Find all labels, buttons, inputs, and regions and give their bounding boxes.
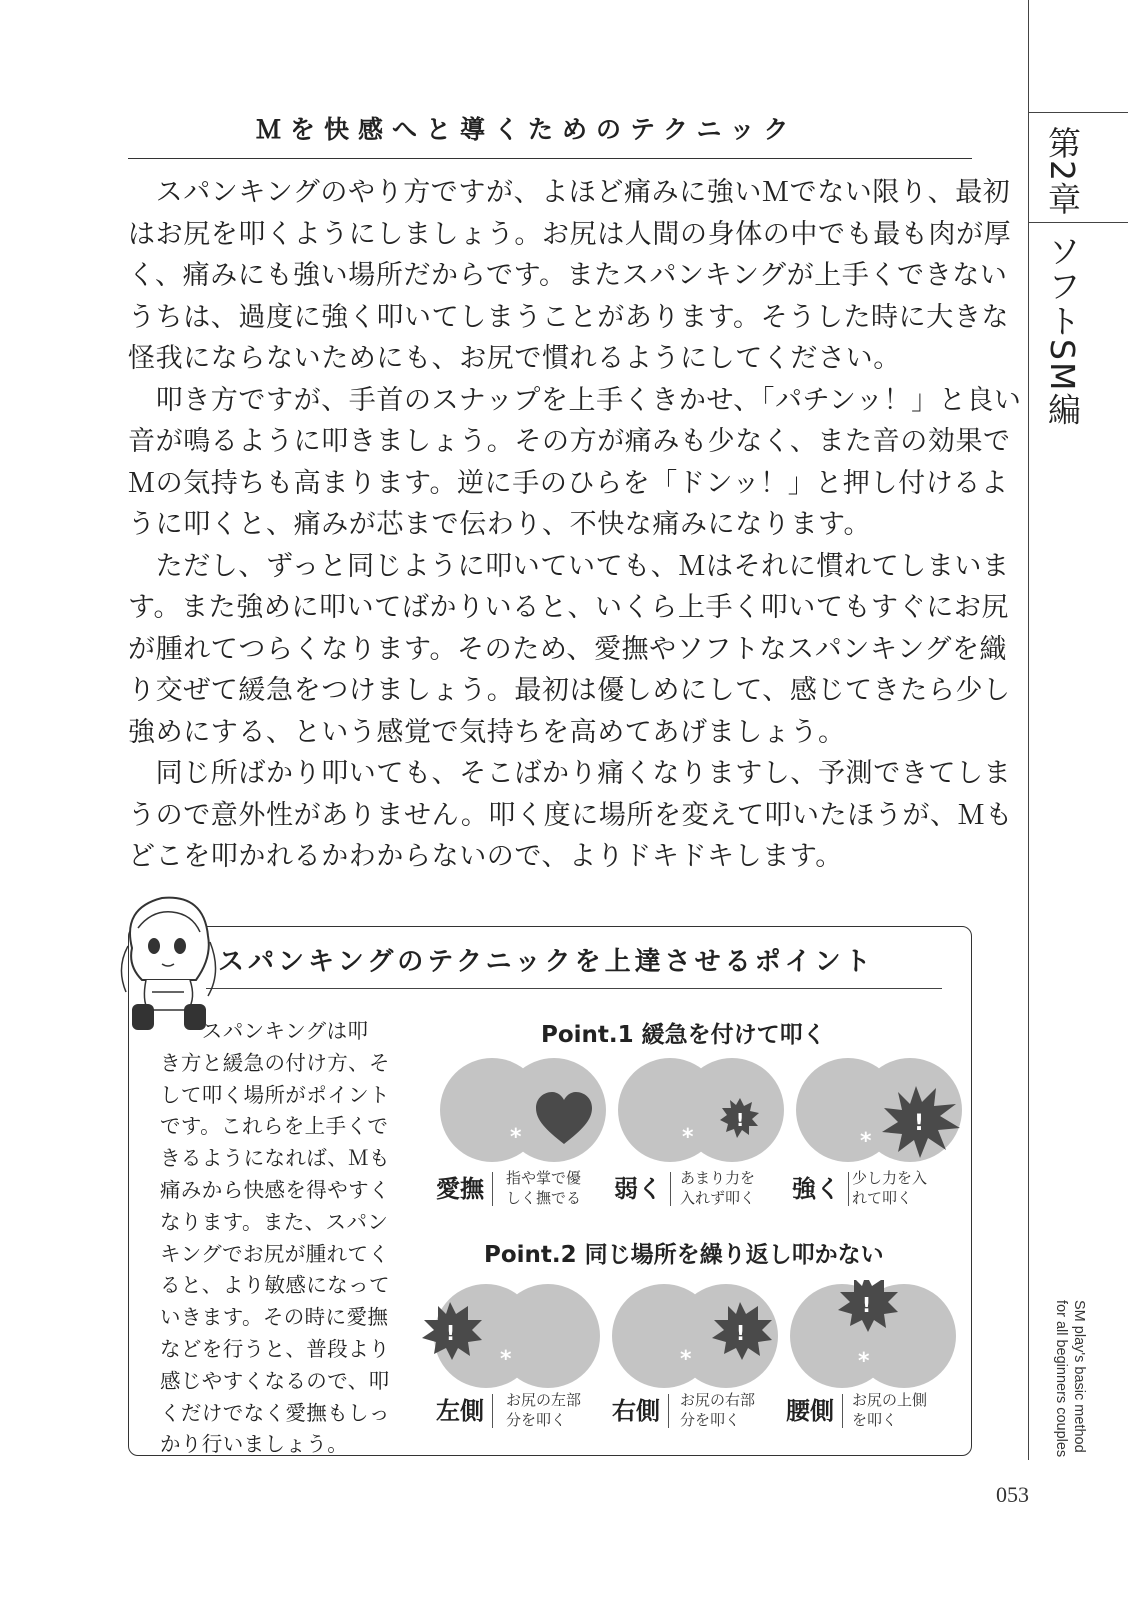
buttocks-diagram xyxy=(784,1280,964,1390)
impact-mark: ! xyxy=(736,1321,746,1345)
figure-label: 弱く xyxy=(614,1172,671,1206)
chapter-title: ソフトSM編 xyxy=(1043,234,1082,428)
side-line: して叩く場所がポイント xyxy=(160,1082,390,1107)
side-line: 痛みから快感を得やすく xyxy=(160,1177,390,1202)
side-line: きるようになれば、Ｍも xyxy=(160,1146,390,1171)
side-line: キングでお尻が腫れてく xyxy=(160,1241,390,1266)
body-line: 強めにする、という感覚で気持ちを高めてあげましょう。 xyxy=(128,716,846,748)
side-line: 感じやすくなるので、叩 xyxy=(160,1368,390,1393)
body-line: うに叩くと、痛みが芯まで伝わり、不快な痛みになります。 xyxy=(128,509,872,540)
page-number: 053 xyxy=(996,1482,1029,1507)
point2-heading: Point.2 同じ場所を繰り返し叩かない xyxy=(484,1242,884,1268)
side-line: なります。また、スパン xyxy=(160,1209,389,1234)
impact-mark: ! xyxy=(446,1321,456,1345)
figure-desc-line: お尻の右部 xyxy=(680,1391,756,1409)
figure-desc-line: あまり力を xyxy=(680,1169,756,1187)
point1-heading: Point.1 緩急を付けて叩く xyxy=(541,1022,826,1048)
buttocks-diagram xyxy=(420,1280,600,1390)
asterisk-mark: * xyxy=(682,1125,694,1150)
body-line: どこを叩かれるかわからないので、よりドキドキします。 xyxy=(128,841,843,872)
figure-description xyxy=(680,1168,755,1208)
body-line: 叩き方ですが、手首のスナップを上手くきかせ、「パチンッ！」と良い xyxy=(128,384,1022,416)
buttocks-diagram xyxy=(434,1058,614,1168)
figure-strong xyxy=(790,1058,970,1218)
body-line: はお尻を叩くようにしましょう。お尻は人間の身体の中でも最も肉が厚 xyxy=(128,218,1012,250)
english-subtitle: SM play's basic method for all beginners couples xyxy=(1053,1300,1087,1458)
side-line: です。これらを上手くで xyxy=(160,1114,389,1139)
points-box-title: スパンキングのテクニックを上達させるポイント xyxy=(218,947,875,977)
chapter-rail-divider xyxy=(1028,222,1128,223)
impact-mark: ! xyxy=(736,1110,745,1131)
figure-desc-line: れて叩く xyxy=(852,1189,913,1207)
figure-description xyxy=(852,1390,927,1430)
figure-description xyxy=(506,1168,581,1208)
figure-left-side xyxy=(420,1280,600,1440)
body-line: す。また強めに叩いてばかりいると、いくら上手く叩いてもすぐにお尻 xyxy=(128,592,1010,623)
figure-waist-side xyxy=(784,1280,964,1440)
figure-label: 右側 xyxy=(612,1394,669,1428)
figure-description xyxy=(852,1168,927,1208)
chapter-rail-line xyxy=(1028,0,1029,1460)
asterisk-mark: * xyxy=(510,1125,522,1150)
figure-desc-line: しく撫でる xyxy=(506,1189,582,1207)
body-line: うちは、過度に強く叩いてしまうことがあります。そうした時に大きな xyxy=(128,301,1010,333)
figure-desc-line: 少し力を入 xyxy=(852,1169,928,1187)
figure-right-side xyxy=(606,1280,786,1440)
figure-label: 愛撫 xyxy=(436,1172,493,1206)
figure-soft xyxy=(612,1058,792,1218)
body-line: く、痛みにも強い場所だからです。またスパンキングが上手くできない xyxy=(128,260,1008,291)
body-line: り交ぜて緩急をつけましょう。最初は優しめにして、感じてきたら少し xyxy=(128,675,1011,706)
side-line: スパンキングは叩 xyxy=(160,1019,369,1043)
body-line: うので意外性がありません。叩く度に場所を変えて叩いたほうが、Ｍも xyxy=(128,799,1013,831)
points-side-text xyxy=(160,1016,410,1461)
body-line: 音が鳴るように叩きましょう。その方が痛みも少なく、また音の効果で xyxy=(128,426,1011,457)
body-line: スパンキングのやり方ですが、よほど痛みに強いＭでない限り、最初 xyxy=(128,177,1011,208)
chapter-rail-divider xyxy=(1028,112,1128,113)
chapter-label: 第2章 xyxy=(1043,126,1082,216)
body-line: ただし、ずっと同じように叩いていても、Ｍはそれに慣れてしまいま xyxy=(128,550,1010,582)
body-line: Ｍの気持ちも高まります。逆に手のひらを「ドンッ！」と押し付けるよ xyxy=(128,467,1009,499)
figure-desc-line: 分を叩く xyxy=(680,1411,741,1429)
side-line: いきます。その時に愛撫 xyxy=(160,1305,389,1330)
body-line: が腫れてつらくなります。そのため、愛撫やソフトなスパンキングを織 xyxy=(128,633,1008,665)
figure-label: 強く xyxy=(792,1172,849,1206)
figure-desc-line: 分を叩く xyxy=(506,1411,567,1429)
impact-mark: ! xyxy=(914,1111,925,1136)
side-line: かり行いましょう。 xyxy=(160,1432,349,1457)
side-line: くだけでなく愛撫もしっ xyxy=(160,1400,390,1425)
body-line: 怪我にならないためにも、お尻で慣れるようにしてください。 xyxy=(128,343,901,374)
figure-desc-line: お尻の左部 xyxy=(506,1391,582,1409)
buttocks-diagram xyxy=(612,1058,792,1168)
asterisk-mark: * xyxy=(860,1129,872,1154)
side-line: き方と緩急の付け方、そ xyxy=(160,1050,390,1075)
points-box-title-rule xyxy=(206,988,942,989)
figure-desc-line: お尻の上側 xyxy=(852,1391,928,1409)
asterisk-mark: * xyxy=(500,1347,512,1372)
figure-desc-line: 入れず叩く xyxy=(680,1189,756,1207)
impact-mark: ! xyxy=(862,1293,872,1317)
asterisk-mark: * xyxy=(680,1347,692,1372)
body-line: 同じ所ばかり叩いても、そこばかり痛くなりますし、予測できてしま xyxy=(128,758,1012,789)
asterisk-mark: * xyxy=(858,1349,870,1374)
figure-caress xyxy=(434,1058,614,1218)
figure-desc-line: 指や掌で優 xyxy=(506,1169,582,1187)
figure-description xyxy=(506,1390,581,1430)
side-line: ると、より敏感になって xyxy=(160,1273,390,1298)
figure-desc-line: を叩く xyxy=(852,1411,898,1429)
buttocks-diagram xyxy=(790,1058,970,1168)
buttocks-diagram xyxy=(606,1280,786,1390)
body-text xyxy=(128,172,1022,878)
section-title-rule xyxy=(128,158,972,159)
mascot-illustration xyxy=(112,888,224,1036)
side-line: などを行うと、普段より xyxy=(160,1336,390,1361)
figure-label: 腰側 xyxy=(786,1394,843,1428)
figure-label: 左側 xyxy=(436,1394,493,1428)
figure-description xyxy=(680,1390,755,1430)
section-title: Ｍを快感へと導くためのテクニック xyxy=(256,115,798,144)
